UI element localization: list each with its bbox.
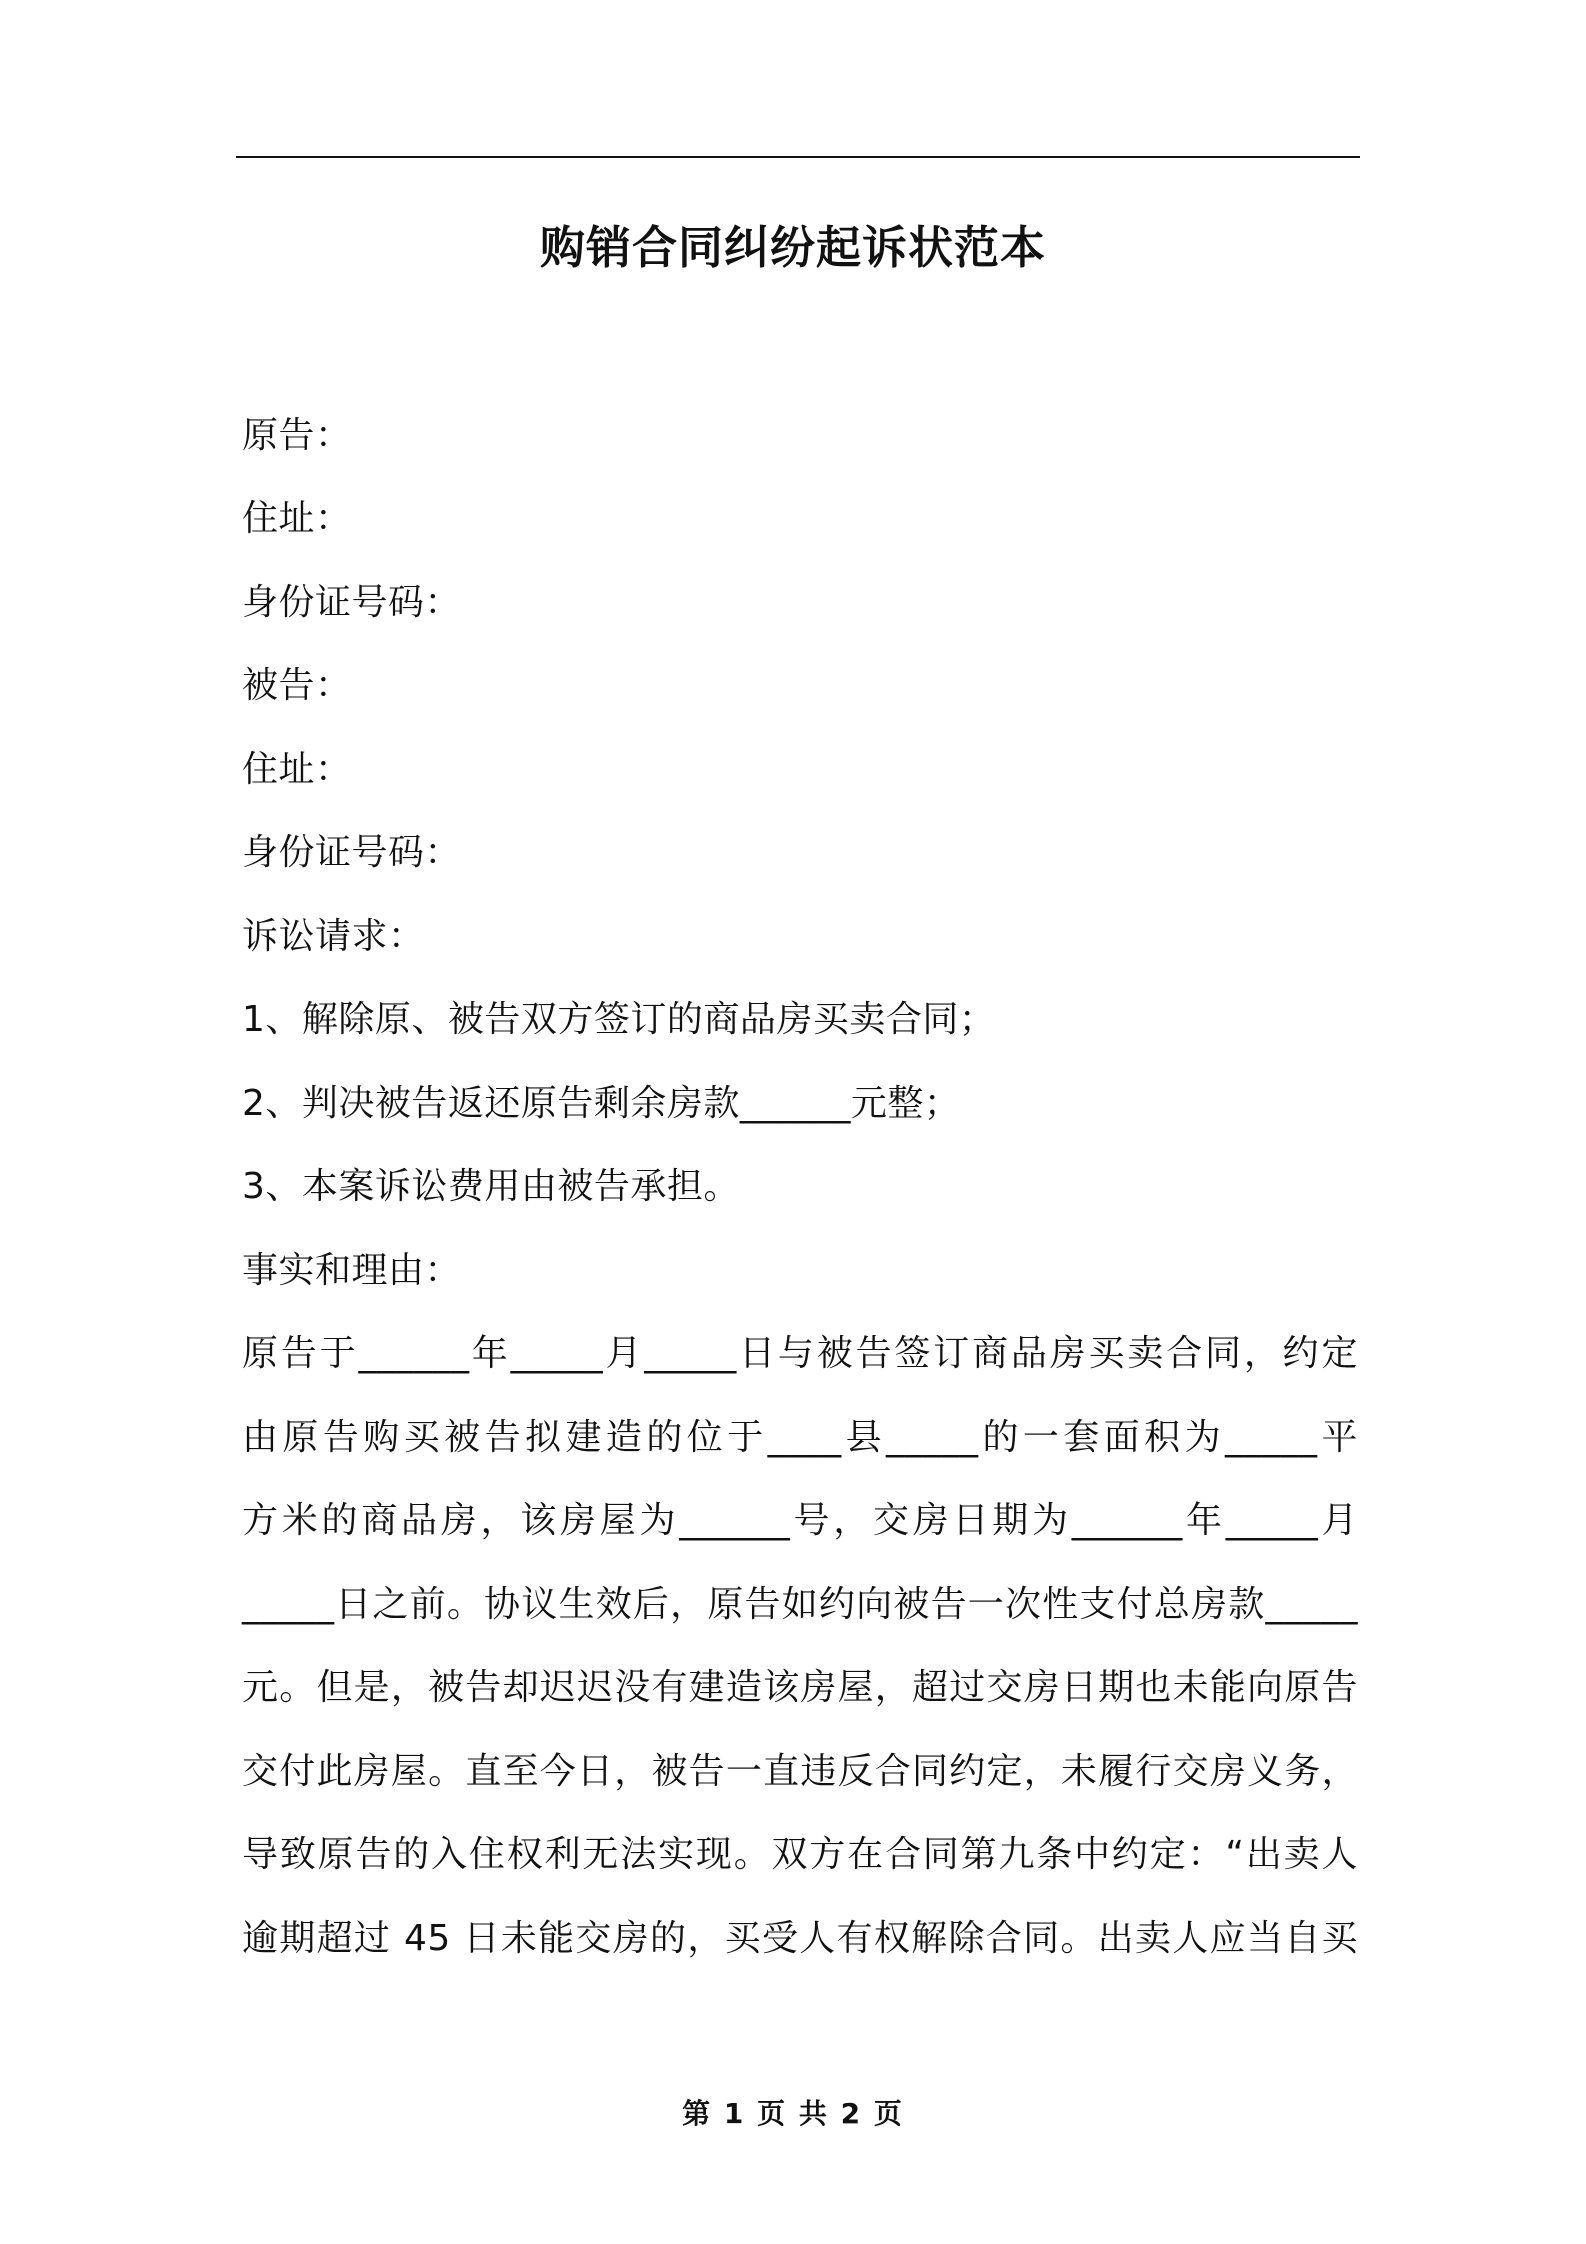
defendant-id-label: 身份证号码： bbox=[242, 832, 462, 873]
document-title: 购销合同纠纷起诉状范本 bbox=[539, 221, 1046, 274]
claim-item: 1、解除原、被告双方签订的商品房买卖合同； bbox=[242, 999, 996, 1040]
facts-line: 方米的商品房，该房屋为______号，交房日期为______年_____月 bbox=[242, 1500, 1358, 1541]
claim-item: 3、本案诉讼费用由被告承担。 bbox=[242, 1166, 740, 1207]
claims-heading: 诉讼请求： bbox=[242, 916, 425, 957]
page-indicator: 第 1 页 共 2 页 bbox=[682, 2097, 904, 2130]
plaintiff-id-label: 身份证号码： bbox=[242, 582, 462, 623]
defendant-label: 被告： bbox=[242, 665, 352, 706]
facts-line: _____日之前。协议生效后，原告如约向被告一次性支付总房款_____ bbox=[242, 1584, 1358, 1625]
plaintiff-address-label: 住址： bbox=[242, 498, 352, 539]
plaintiff-label: 原告： bbox=[242, 415, 352, 456]
facts-line: 导致原告的入住权利无法实现。双方在合同第九条中约定：“出卖人 bbox=[242, 1834, 1358, 1875]
facts-line: 由原告购买被告拟建造的位于____县_____的一套面积为_____平 bbox=[242, 1417, 1358, 1458]
defendant-address-label: 住址： bbox=[242, 749, 352, 790]
facts-line: 元。但是，被告却迟迟没有建造该房屋，超过交房日期也未能向原告 bbox=[242, 1667, 1358, 1708]
facts-line: 逾期超过 45 日未能交房的，买受人有权解除合同。出卖人应当自买 bbox=[242, 1918, 1358, 1959]
claim-item: 2、判决被告返还原告剩余房款______元整； bbox=[242, 1083, 961, 1124]
facts-line: 原告于______年_____月_____日与被告签订商品房买卖合同，约定 bbox=[242, 1333, 1358, 1374]
facts-line: 交付此房屋。直至今日，被告一直违反合同约定，未履行交房义务， bbox=[242, 1751, 1358, 1792]
header-rule bbox=[236, 156, 1360, 158]
facts-heading: 事实和理由： bbox=[242, 1250, 462, 1291]
